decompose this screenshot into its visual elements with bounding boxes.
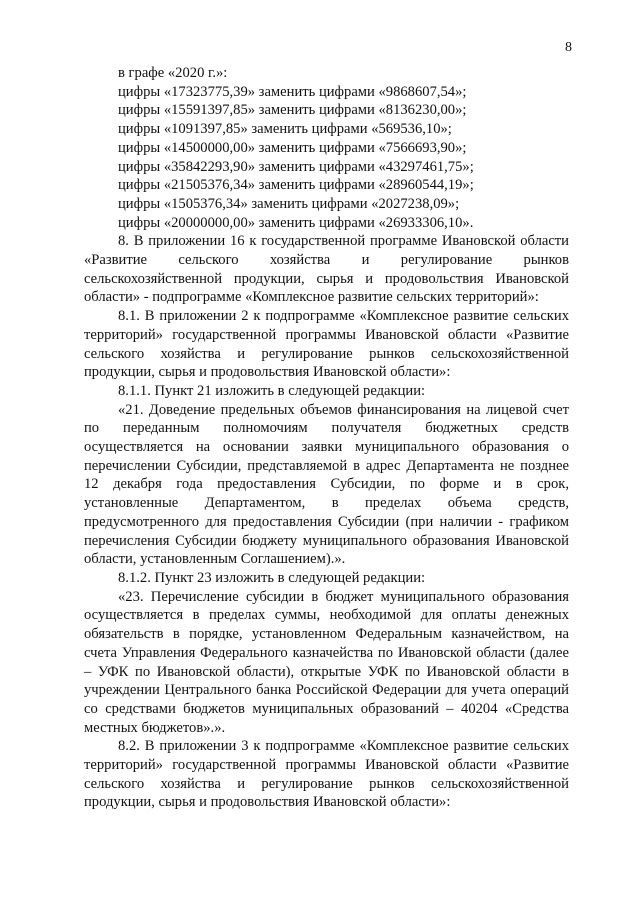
page-number: 8	[565, 40, 572, 55]
paragraph-p3: цифры «15591397,85» заменить цифрами «8136230,00»;	[118, 102, 467, 119]
paragraph-p7: цифры «21505376,34» заменить цифрами «28960544,19»;	[118, 177, 474, 194]
paragraph-p6: цифры «35842293,90» заменить цифрами «43297461,75»;	[118, 158, 474, 175]
paragraph-p14: 8.1.2. Пункт 23 изложить в следующей редакции:	[118, 569, 426, 586]
paragraph-p5: цифры «14500000,00» заменить цифрами «7566693,90»;	[118, 139, 467, 156]
paragraph-p15: «23. Перечисление субсидии в бюджет муниципального образования осуществляется в пределах суммы, необходимой для оплаты денежных обязательств в порядке, установленном Федеральным казначейством, на счета Управления Федерального казначейства по Ивановской области (далее – УФК по Ивановской области), открытые УФК по Ивановской области в учреждении Центрального банка Российской Федерации для учета операций со средствами бюджетов муниципальных образований – 40204 «Средства местных бюджетов».».	[84, 588, 569, 736]
paragraph-p10: 8. В приложении 16 к государственной программе Ивановской области «Развитие сельского хозяйства и регулирование рынков сельскохозяйственной продукции, сырья и продовольствия Ивановской области» - подпрограмме «Комплексное развитие сельских территорий»:	[84, 233, 569, 306]
paragraph-p8: цифры «1505376,34» заменить цифрами «2027238,09»;	[118, 195, 460, 212]
document-body	[84, 64, 569, 812]
paragraph-p11: 8.1. В приложении 2 к подпрограмме «Комплексное развитие сельских территорий» государственной программы Ивановской области «Развитие сельского хозяйства и регулирование рынков сельскохозяйственной продукции, сырья и продовольствия Ивановской области»:	[84, 308, 569, 381]
paragraph-p16: 8.2. В приложении 3 к подпрограмме «Комплексное развитие сельских территорий» государственной программы Ивановской области «Развитие сельского хозяйства и регулирование рынков сельскохозяйственной продукции, сырья и продовольствия Ивановской области»:	[84, 738, 569, 811]
paragraph-p4: цифры «1091397,85» заменить цифрами «569536,10»;	[118, 121, 452, 138]
paragraph-p1: в графе «2020 г.»:	[118, 65, 228, 81]
paragraph-p2: цифры «17323775,39» заменить цифрами «9868607,54»;	[118, 83, 467, 100]
paragraph-p12: 8.1.1. Пункт 21 изложить в следующей редакции:	[118, 382, 426, 399]
paragraph-p13: «21. Доведение предельных объемов финансирования на лицевой счет по переданным полномочиям получателя бюджетных средств осуществляется на основании заявки муниципального образования о перечислении Субсидии, представляемой в адрес Департамента не позднее 12 декабря года предоставления Субсидии, по форме и в срок, установленные Департаментом, в пределах объема средств, предусмотренного для предоставления Субсидии (при наличии - графиком перечисления Субсидии бюджету муниципального образования Ивановской области, установленным Соглашением).».	[84, 401, 569, 568]
paragraph-p9: цифры «20000000,00» заменить цифрами «26933306,10».	[118, 214, 474, 231]
